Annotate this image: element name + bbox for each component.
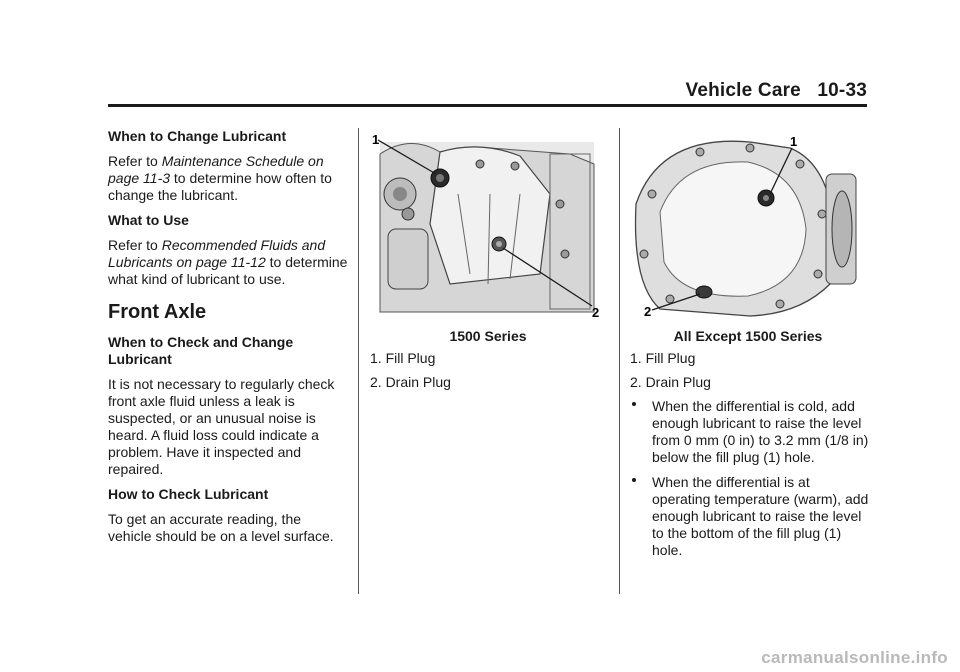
what-to-use-text: Refer to Recommended Fluids and Lubricants on page 11-12 to determine what kind of lubricant to use. (108, 237, 348, 287)
bullet-icon (630, 474, 652, 559)
what-to-use-heading: What to Use (108, 212, 189, 228)
watermark: carmanualsonline.info (761, 648, 948, 667)
legend-item: 2. Drain Plug (630, 374, 711, 390)
callout-1: 1 (372, 134, 380, 147)
figure-caption: 1500 Series (449, 328, 527, 344)
bullet-item (630, 398, 870, 466)
bullet-item (630, 474, 870, 559)
front-axle-title: Front Axle (108, 301, 207, 323)
callout-2: 2 (644, 304, 652, 319)
page-title: Vehicle Care 10-33 (685, 80, 867, 101)
column-divider (358, 128, 359, 594)
column-divider (619, 128, 620, 594)
bullet-text: When the differential is at operating temperature (warm), add enough lubricant to raise the level to the bottom of the fill plug (1) hole. (652, 474, 869, 558)
figure-legend (370, 350, 606, 398)
callout-2: 2 (592, 305, 600, 320)
legend-item: 1. Fill Plug (370, 350, 436, 366)
header-rule (108, 104, 867, 107)
check-change-heading: When to Check and Change Lubricant (108, 334, 294, 367)
axle-other-illustration (630, 134, 866, 320)
bullet-icon (630, 398, 652, 466)
check-change-text: It is not necessary to regularly check front axle fluid unless a leak is suspected, or an unusual noise is heard. A fluid loss could indicate a problem. Have it inspected and repaired. (108, 376, 335, 477)
legend-item: 2. Drain Plug (370, 374, 451, 390)
recommended-fluids-link[interactable]: Recommended Fluids and Lubricants on page 11-12 (108, 237, 326, 270)
axle-1500-illustration (370, 134, 606, 320)
how-to-check-heading: How to Check Lubricant (108, 486, 269, 502)
change-lubricant-heading: When to Change Lubricant (108, 128, 287, 144)
callout-1: 1 (790, 134, 798, 149)
left-column (108, 128, 348, 553)
figure-caption: All Except 1500 Series (673, 328, 823, 344)
how-to-check-text: To get an accurate reading, the vehicle should be on a level surface. (108, 511, 334, 544)
page-header (108, 80, 867, 104)
maintenance-schedule-link[interactable]: Maintenance Schedule on page 11-3 (108, 153, 324, 186)
bullet-text: When the differential is cold, add enough lubricant to raise the level from 0 mm (0 in) to 3.2 mm (1/8 in) below the fill plug (1) hole. (652, 398, 869, 465)
change-lubricant-text: Refer to Maintenance Schedule on page 11-3 to determine how often to change the lubricant. (108, 153, 332, 203)
legend-item: 1. Fill Plug (630, 350, 696, 366)
figure-legend (630, 350, 870, 567)
